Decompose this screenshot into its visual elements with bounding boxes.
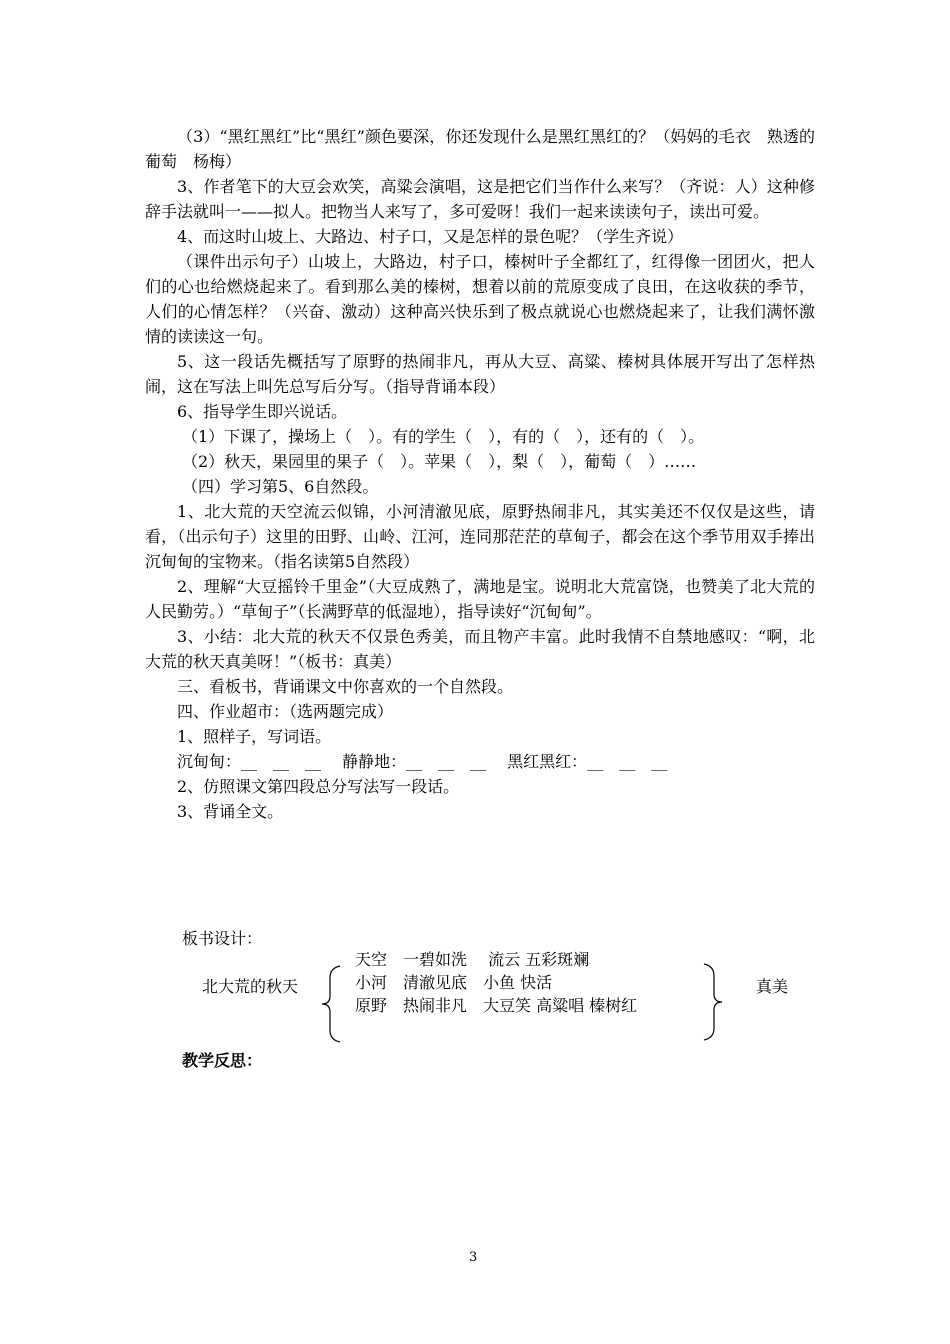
paragraph: （2）秋天，果园里的果子（ ）。苹果（ ），梨（ ），葡萄（ ）…… — [182, 452, 697, 471]
board-row: 小河 清澈见底 小鱼 快活 — [355, 973, 553, 992]
paragraph: 1、照样子，写词语。 — [177, 727, 332, 746]
paragraph: （四）学习第5、6自然段。 — [182, 477, 379, 496]
board-right-label: 真美 — [756, 977, 789, 996]
paragraph: 6、指导学生即兴说话。 — [177, 402, 348, 421]
board-rows — [355, 948, 637, 1017]
paragraph: 1、北大荒的天空流云似锦，小河清澈见底，原野热闹非凡，其实美还不仅仅是这些，请看，（出示句子）这里的田野、山岭、江河，连同那茫茫的草甸子，都会在这个季节用双手捧出沉甸甸的宝物来。（指名读第5自然段） — [145, 502, 815, 571]
right-brace-icon — [700, 962, 724, 1042]
paragraph: 3、作者笔下的大豆会欢笑，高粱会演唱，这是把它们当作什么来写？（齐说：人）这种修辞手法就叫一——拟人。把物当人来写了，多可爱呀！我们一起来读读句子，读出可爱。 — [145, 177, 815, 221]
board-design-title: 板书设计： — [182, 929, 263, 948]
word-exercise: 沉甸甸：__ __ __ 静静地：__ __ __ 黑红黑红：__ __ __ — [177, 752, 668, 771]
paragraph: （3）“黑红黑红”比“黑红”颜色要深，你还发现什么是黑红黑红的？（妈妈的毛衣 熟透的葡萄 杨梅） — [145, 127, 815, 171]
paragraph: 四、作业超市：（选两题完成） — [177, 702, 394, 721]
lesson-body — [145, 124, 815, 824]
teaching-reflection-heading: 教学反思： — [182, 1051, 263, 1070]
paragraph: 2、仿照课文第四段总分写法写一段话。 — [177, 777, 460, 796]
paragraph: 5、这一段话先概括写了原野的热闹非凡，再从大豆、高粱、榛树具体展开写出了怎样热闹，这在写法上叫先总写后分写。（指导背诵本段） — [145, 352, 815, 396]
paragraph: 2、理解“大豆摇铃千里金”（大豆成熟了，满地是宝。说明北大荒富饶，也赞美了北大荒的人民勤劳。）“草甸子”（长满野草的低湿地），指导读好“沉甸甸”。 — [145, 577, 815, 621]
board-left-label: 北大荒的秋天 — [202, 977, 299, 996]
paragraph: 3、背诵全文。 — [177, 802, 284, 821]
left-brace-icon — [320, 964, 344, 1044]
paragraph: 3、小结：北大荒的秋天不仅景色秀美，而且物产丰富。此时我情不自禁地感叹：“啊，北大荒的秋天真美呀！”（板书：真美） — [145, 627, 815, 671]
page-number: 3 — [469, 1250, 478, 1265]
paragraph: 4、而这时山坡上、大路边、村子口，又是怎样的景色呢？（学生齐说） — [177, 227, 684, 246]
paragraph: （课件出示句子）山坡上，大路边，村子口，榛树叶子全都红了，红得像一团团火，把人们的心也给燃烧起来了。看到那么美的榛树，想着以前的荒原变成了良田，在这收获的季节，人们的心情怎样？（兴奋、激动）这种高兴快乐到了极点就说心也燃烧起来了，让我们满怀激情的读读这一句。 — [145, 252, 815, 346]
paragraph: 三、看板书，背诵课文中你喜欢的一个自然段。 — [177, 677, 514, 696]
board-row: 天空 一碧如洗 流云 五彩斑斓 — [355, 950, 590, 969]
board-row: 原野 热闹非凡 大豆笑 高粱唱 榛树红 — [355, 996, 638, 1015]
paragraph: （1）下课了，操场上（ ）。有的学生（ ），有的（ ），还有的（ ）。 — [182, 427, 705, 446]
